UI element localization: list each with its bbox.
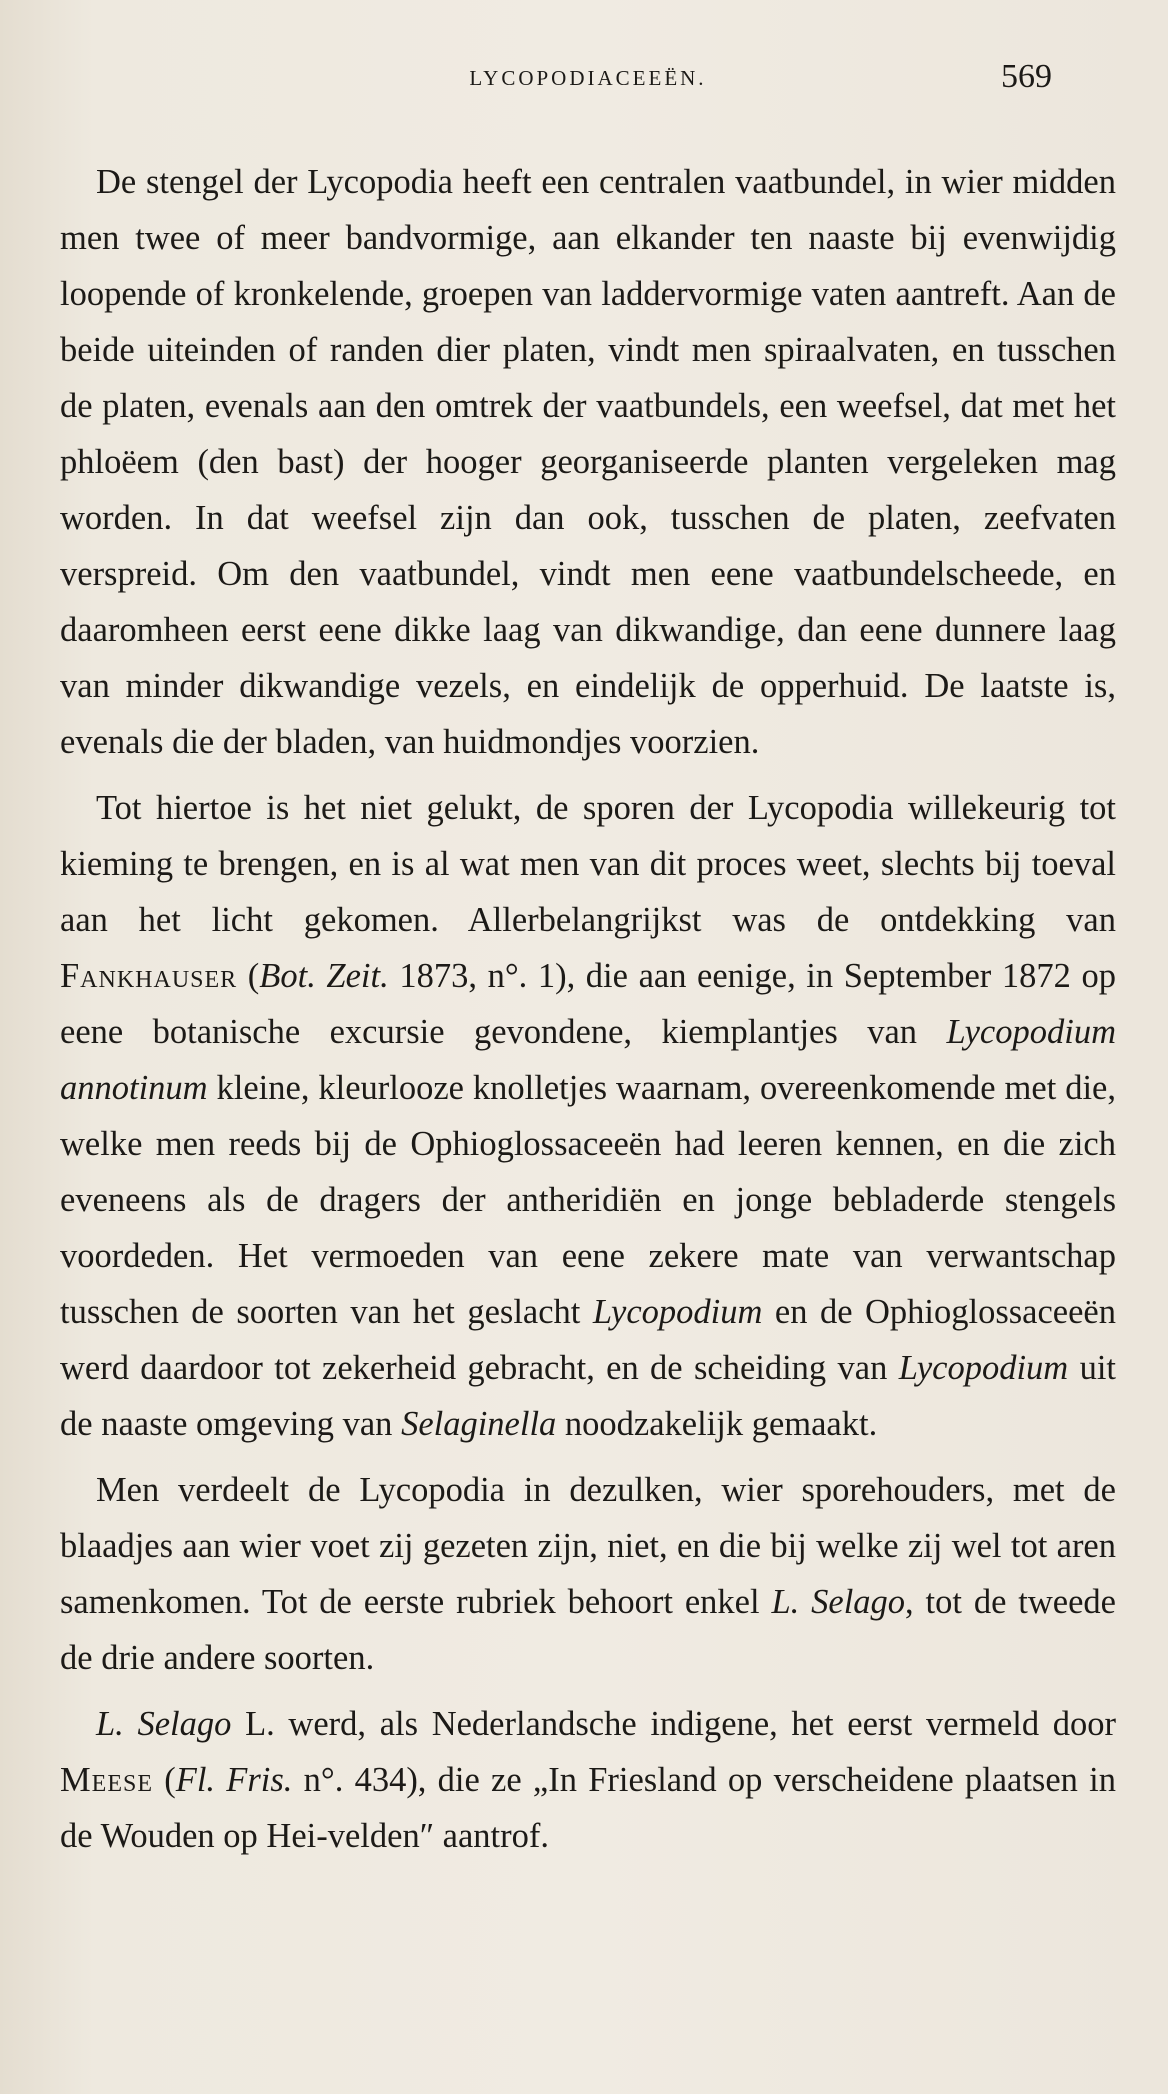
running-title: LYCOPODIACEEËN. <box>469 66 707 90</box>
italic-text: L. Selago <box>771 1583 906 1621</box>
text-run: ( <box>237 957 260 995</box>
text-run: ( <box>153 1761 176 1799</box>
paragraph <box>60 1462 1116 1686</box>
text-run: De stengel der Lycopodia heeft een centralen vaatbundel, in wier midden men twee of meer bandvormige, aan elkander ten naaste bij evenwijdig loopende of kronkelende, groepen van laddervormige vaten aantreft. Aan de beide uiteinden of randen dier platen, vindt men spiraalvaten, en tusschen de platen, evenals aan den omtrek der vaatbundels, een weefsel, dat met het phloëem (den bast) der hooger georganiseerde planten vergeleken mag worden. In dat weefsel zijn dan ook, tusschen de platen, zeefvaten verspreid. Om den vaatbundel, vindt men eene vaatbundelscheede, en daaromheen eerst eene dikke laag van dikwandige, dan eene dunnere laag van minder dikwandige vezels, en eindelijk de opperhuid. De laatste is, evenals die der bladen, van huidmondjes voorzien. <box>60 163 1116 761</box>
italic-text: Lycopodium annotinum <box>60 1013 1116 1107</box>
text-run: Tot hiertoe is het niet gelukt, de sporen der Lycopodia willekeurig tot kieming te brengen, en is al wat men van dit proces weet, slechts bij toeval aan het licht gekomen. Allerbelangrijkst was de ontdekking van <box>60 789 1116 939</box>
italic-text: Lycopodium <box>898 1349 1069 1387</box>
page-number: 569 <box>1001 58 1052 95</box>
italic-text: Lycopodium <box>592 1293 763 1331</box>
author-name: Meese <box>60 1761 154 1799</box>
text-run: L. werd, als Nederlandsche indigene, het eerst vermeld door <box>231 1705 1116 1743</box>
text-run: n°. 434), die ze „In Friesland op verscheidene plaatsen in de Wouden op Hei-velden″ aantrof. <box>60 1761 1116 1855</box>
text-run: uit de naaste omgeving van <box>60 1349 1116 1443</box>
italic-text: Selaginella <box>401 1405 557 1443</box>
italic-text: L. Selago <box>96 1705 232 1743</box>
body-text <box>60 154 1116 1864</box>
running-head <box>60 58 1116 108</box>
text-run: , tot de tweede de drie andere soorten. <box>60 1583 1116 1677</box>
paragraph <box>60 154 1116 770</box>
text-run: kleine, kleurlooze knolletjes waarnam, overeenkomende met die, welke men reeds bij de Ophioglossaceeën had leeren kennen, en die zich eveneens als de dragers der antheridiën en jonge bebladerde stengels voordeden. Het vermoeden van eene zekere mate van verwantschap tusschen de soorten van het geslacht <box>60 1069 1116 1331</box>
paragraph <box>60 780 1116 1452</box>
italic-text: Fl. Fris. <box>175 1761 293 1799</box>
text-run: Men verdeelt de Lycopodia in dezulken, wier sporehouders, met de blaadjes aan wier voet zij gezeten zijn, niet, en die bij welke zij wel tot aren samenkomen. Tot de eerste rubriek behoort enkel <box>60 1471 1116 1621</box>
text-run: 1873, n°. 1), die aan eenige, in September 1872 op eene botanische excursie gevondene, kiemplantjes van <box>60 957 1116 1051</box>
paragraph <box>60 1696 1116 1864</box>
text-run: noodzakelijk gemaakt. <box>556 1405 878 1443</box>
text-run: en de Ophioglossaceeën werd daardoor tot zekerheid gebracht, en de scheiding van <box>60 1293 1116 1387</box>
italic-text: Bot. Zeit. <box>259 957 389 995</box>
author-name: Fankhauser <box>60 957 238 995</box>
